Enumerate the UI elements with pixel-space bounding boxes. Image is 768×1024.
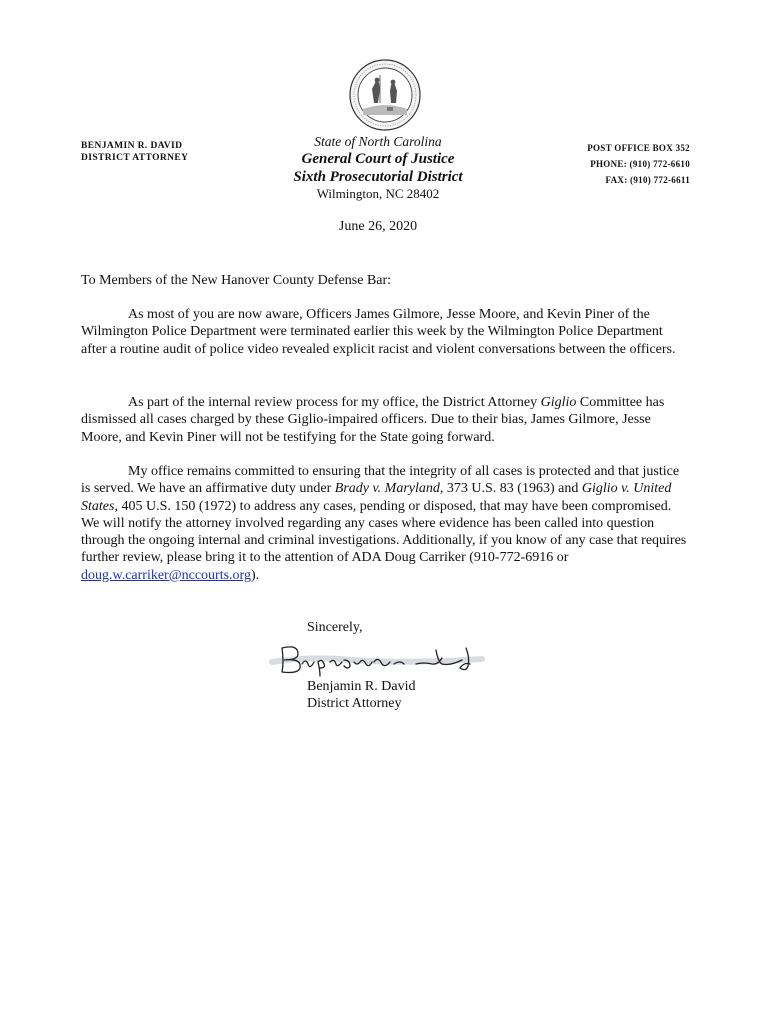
giglio-case-citation: Giglio v. United States, [81,481,672,514]
paragraph-2 [81,394,691,446]
brady-case-citation: Brady v. Maryland, [334,481,444,497]
handwritten-signature [266,640,486,678]
sender-block [81,140,188,164]
sender-title: DISTRICT ATTORNEY [81,153,189,163]
signer-title: District Attorney [307,696,402,712]
district-name: Sixth Prosecutorial District [293,169,463,185]
paragraph-3-text-a: My office remains committed to ensuring that the integrity of all cases is protected and that justice is served. We have an affirmative duty under [81,464,680,497]
signer-block [307,678,416,713]
state-name: State of North Carolina [314,134,442,149]
court-block [228,134,528,202]
paragraph-3-text-d: ). [250,567,260,583]
letter-date: June 26, 2020 [338,219,418,234]
fax-number: FAX: (910) 772-6611 [605,175,690,185]
paragraph-3-text-b: 373 U.S. 83 (1963) and [443,481,582,497]
po-box: POST OFFICE BOX 352 [587,143,690,153]
court-name: General Court of Justice [301,151,455,167]
state-seal-icon [349,59,421,131]
email-link[interactable]: doug.w.carriker@nccourts.org [81,567,251,583]
paragraph-2-text-a: As part of the internal review process for my office, the District Attorney [128,395,541,410]
city-line: Wilmington, NC 28402 [316,186,440,201]
paragraph-3 [81,463,691,584]
sender-name: BENJAMIN R. DAVID [81,141,183,151]
salutation: To Members of the New Hanover County Defense Bar: [81,273,392,288]
paragraph-3-text-c: 405 U.S. 150 (1972) to address any cases, pending or disposed, that may have been compromised. We will notify the attorney involved regarding any cases where evidence has been called into question through the ongoing internal and criminal investigations. Additionally, if you know of any case that requires further review, please bring it to the attention of ADA Doug Carriker (910-772-6916 or [81,498,687,566]
closing: Sincerely, [307,620,363,635]
giglio-emphasis: Giglio [540,395,577,410]
signer-name: Benjamin R. David [307,679,416,694]
phone-number: PHONE: (910) 772-6610 [590,159,690,169]
contact-block [587,140,690,188]
paragraph-1: As most of you are now aware, Officers James Gilmore, Jesse Moore, and Kevin Piner of the Wilmington Police Department were terminated earlier this week by the Wilmington Police Department after a routine audit of police video revealed explicit racist and violent conversations between the officers. [81,307,676,357]
paragraph-2-text-b: Committee has dismissed all cases charged by these Giglio-impaired officers. Due to their bias, James Gilmore, Jesse Moore, and Kevin Piner will not be testifying for the State going forward. [81,395,665,445]
